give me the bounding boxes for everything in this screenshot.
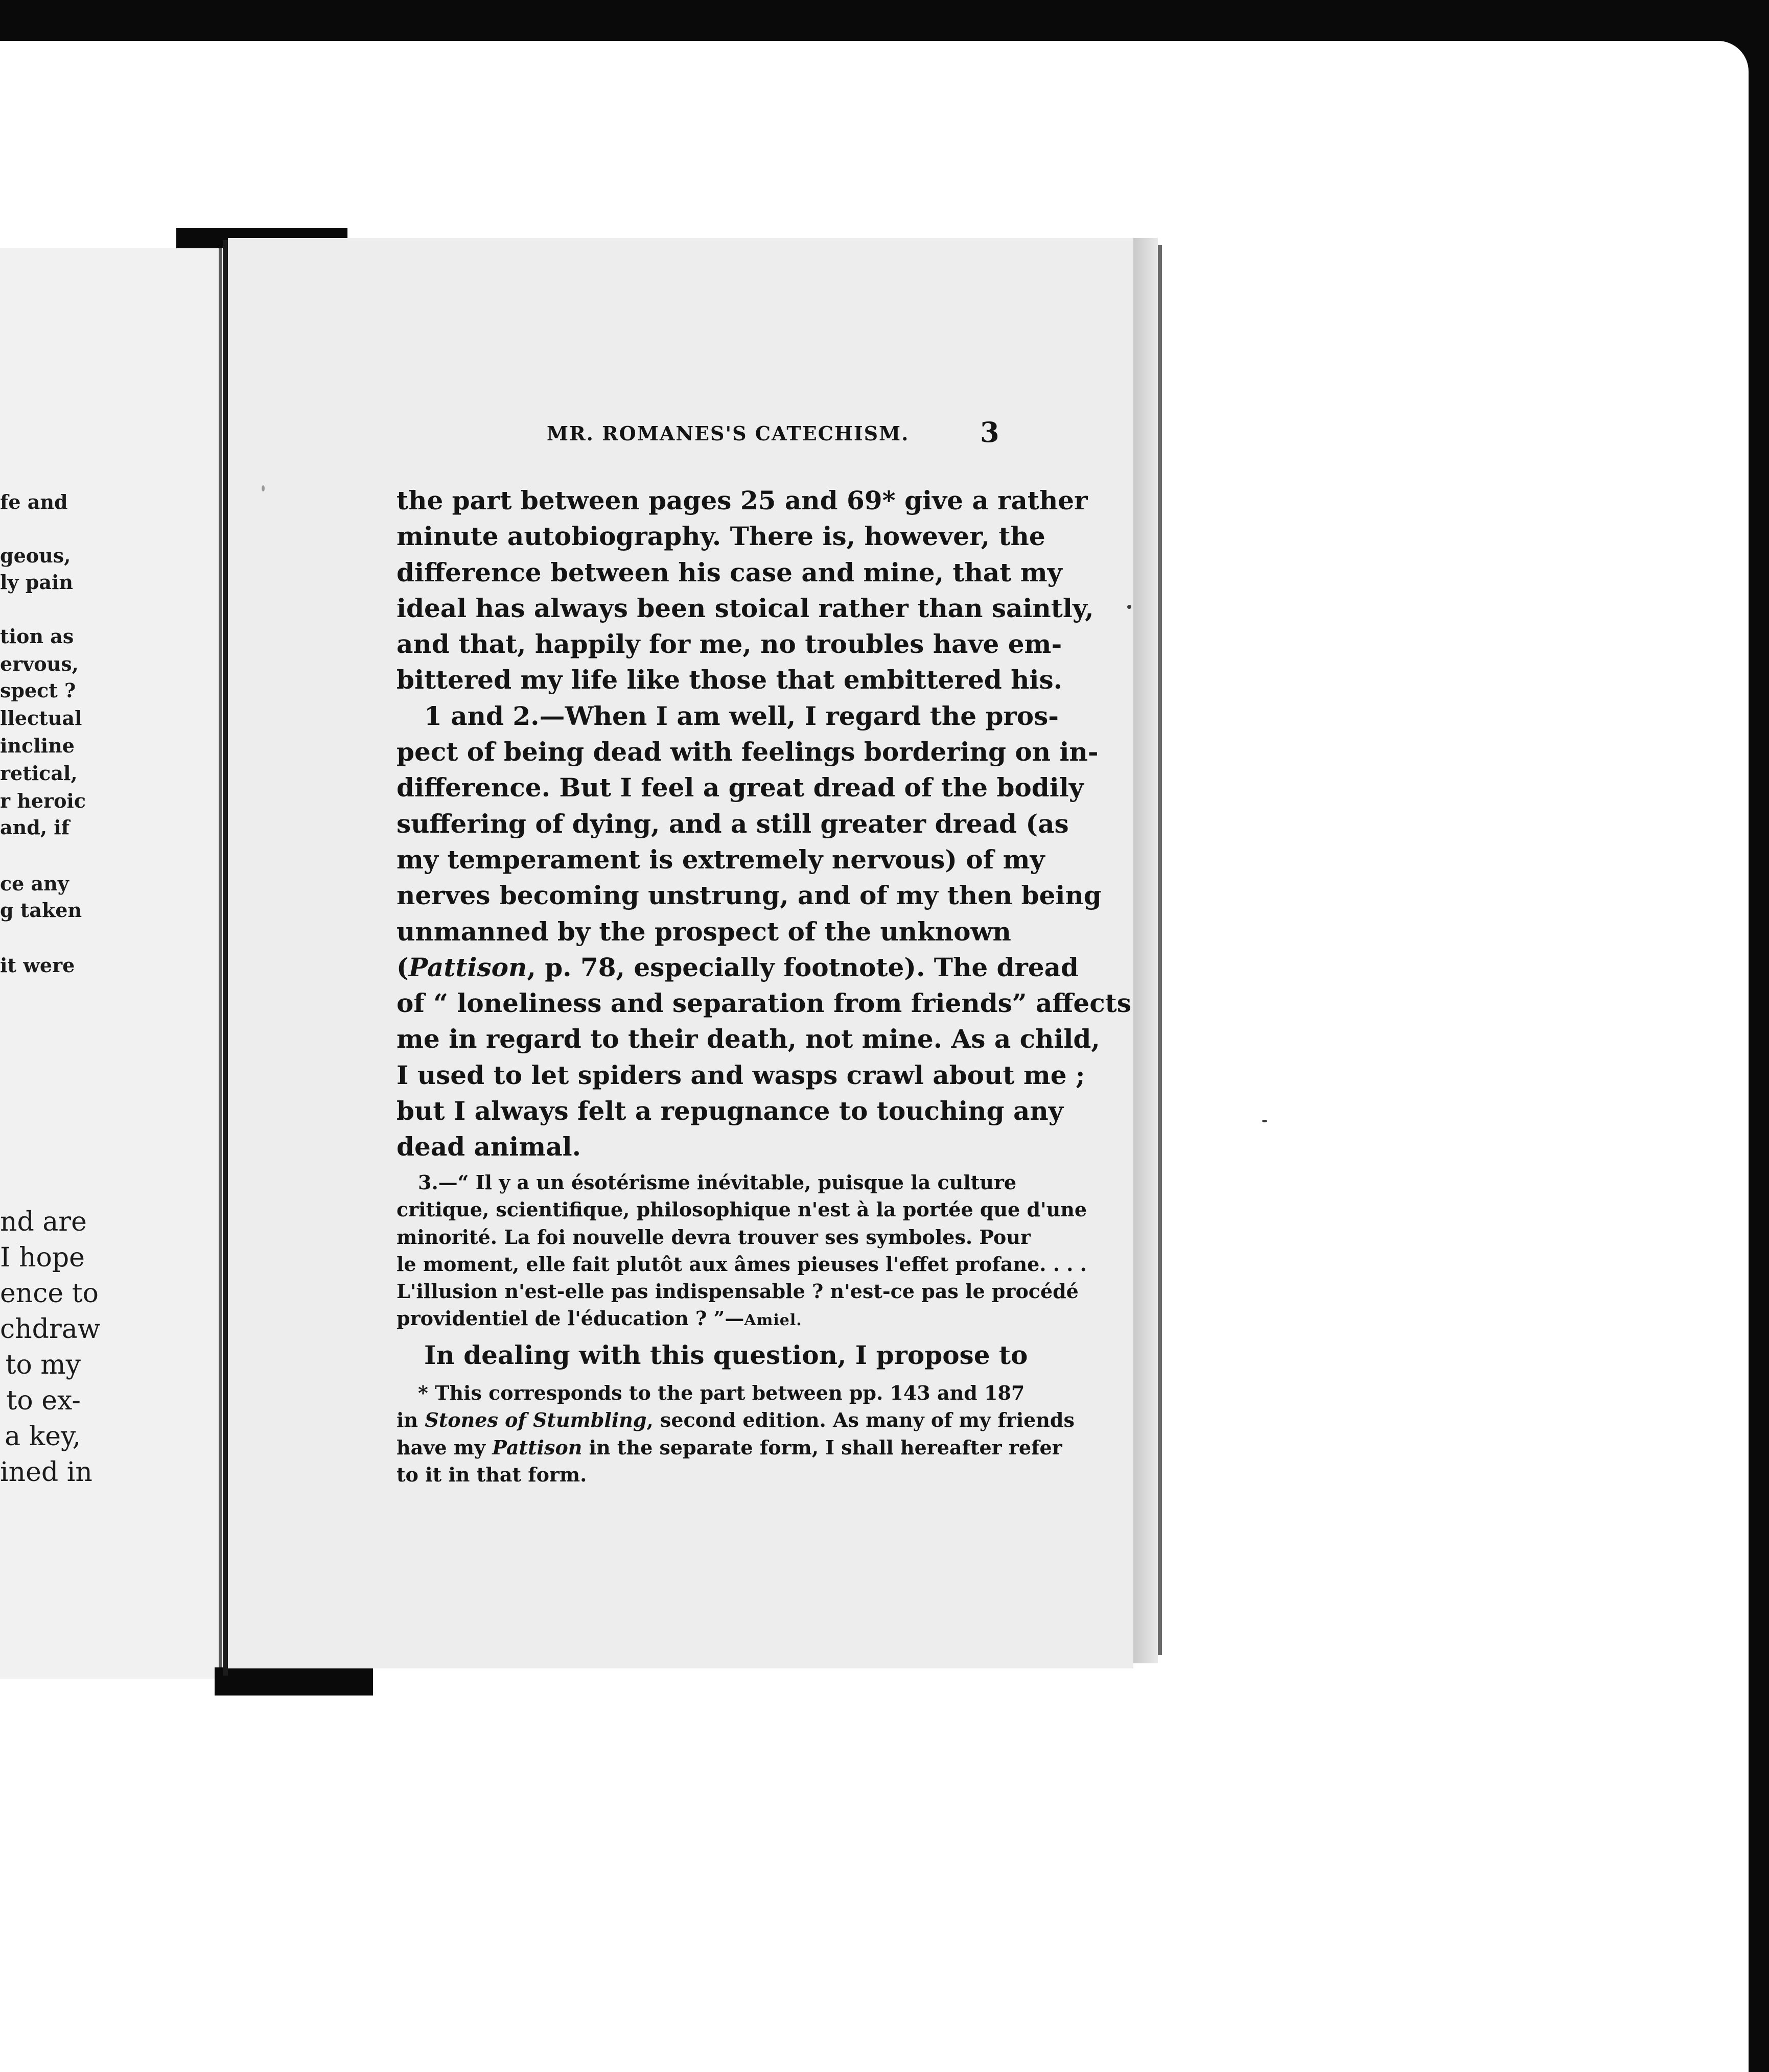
footnote-text: in <box>397 1408 425 1432</box>
left-page-line: it were <box>0 954 75 977</box>
left-page-line: chdraw <box>0 1314 101 1345</box>
quote-line: critique, scientifique, philosophique n'est à la portée que d'une <box>397 1198 1087 1221</box>
footnote-line: to it in that form. <box>397 1463 587 1486</box>
left-page-line: g taken <box>0 899 82 922</box>
footnote <box>397 1379 1075 1488</box>
body-line: of “ loneliness and separation from friends” affects <box>397 988 1131 1019</box>
footnote-text: have my <box>397 1435 493 1459</box>
page-edge-line <box>1158 245 1162 1655</box>
left-page-line: ly pain <box>0 571 74 594</box>
paper-speck <box>262 485 265 491</box>
body-line: minute autobiography. There is, however, the <box>397 521 1045 552</box>
body-line: I used to let spiders and wasps crawl about me ; <box>397 1059 1085 1090</box>
body-text-italic: Pattison <box>408 952 527 982</box>
left-page-line: nd are <box>0 1207 87 1237</box>
quote-line-text: providentiel de l'éducation ? ”— <box>397 1307 744 1330</box>
left-page-line: spect ? <box>0 679 76 702</box>
scan-border-top <box>0 0 1769 41</box>
body-line: but I always felt a repugnance to touching any <box>397 1096 1063 1126</box>
body-line: and that, happily for me, no troubles have em- <box>397 629 1062 660</box>
left-page-line: fe and <box>0 490 68 513</box>
left-page-line: geous, <box>0 544 71 567</box>
body-line: difference. But I feel a great dread of the bodily <box>397 772 1084 803</box>
body-text-segment: , p. 78, especially footnote). The dread <box>527 952 1079 982</box>
body-line: pect of being dead with feelings bordering on in- <box>397 737 1099 767</box>
left-page-line: r heroic <box>0 789 86 812</box>
left-page-line: tion as <box>0 625 74 648</box>
left-page-line: I hope <box>0 1242 85 1273</box>
body-line-pattison <box>397 950 1079 985</box>
body-line: me in regard to their death, not mine. As a child, <box>397 1024 1100 1054</box>
body-line: bittered my life like those that embittered his. <box>397 665 1063 695</box>
body-line: 1 and 2.—When I am well, I regard the pros- <box>424 700 1059 731</box>
left-page-line: llectual <box>0 707 82 729</box>
body-line: nerves becoming unstrung, and of my then being <box>397 880 1102 911</box>
left-page-line: to my <box>5 1350 81 1380</box>
left-page-line: ined in <box>0 1457 92 1488</box>
left-page-line: incline <box>0 734 75 757</box>
scan-border-right <box>1749 41 1769 2072</box>
body-line: difference between his case and mine, that my <box>397 557 1062 587</box>
footnote-text: , second edition. As many of my friends <box>646 1408 1075 1432</box>
page-edge-shadow <box>1133 238 1158 1663</box>
footnote-line <box>397 1434 1062 1461</box>
quote-line: 3.—“ Il y a un ésotérisme inévitable, puisque la culture <box>418 1171 1017 1194</box>
body-line: In dealing with this question, I propose to <box>424 1340 1028 1370</box>
body-line: ideal has always been stoical rather than saintly, <box>397 593 1094 623</box>
footnote-line <box>397 1406 1075 1433</box>
continuation-text <box>397 1337 1028 1373</box>
footnote-line: * This corresponds to the part between pp. 143 and 187 <box>418 1381 1025 1404</box>
left-page-line: and, if <box>0 816 70 839</box>
quote-line-last <box>397 1305 1003 1334</box>
paper-speck <box>1262 1120 1267 1122</box>
body-line: my temperament is extremely nervous) of my <box>397 844 1045 875</box>
left-page-line: to ex- <box>6 1385 81 1416</box>
body-line: the part between pages 25 and 69* give a rather <box>397 485 1088 515</box>
binding-strip-bottom <box>215 1667 373 1696</box>
quote-line: le moment, elle fait plutôt aux âmes pieuses l'effet profane. . . . <box>397 1252 1087 1276</box>
footnote-text: in the separate form, I shall hereafter refer <box>582 1435 1062 1459</box>
left-page-line: ce any <box>0 872 69 895</box>
body-text <box>397 483 1131 1165</box>
body-line: suffering of dying, and a still greater dread (as <box>397 808 1069 839</box>
left-page-line: retical, <box>0 762 78 785</box>
left-page-line: ence to <box>0 1278 99 1309</box>
quote-line: L'illusion n'est-elle pas indispensable ? n'est-ce pas le procédé <box>397 1280 1079 1303</box>
amiel-quote <box>397 1169 1087 1334</box>
footnote-title-italic: Stones of Stumbling <box>425 1408 647 1432</box>
page-number: 3 <box>980 416 999 449</box>
footnote-title-italic: Pattison <box>492 1435 583 1459</box>
quote-attribution: Amiel. <box>744 1311 802 1330</box>
left-page-line: a key, <box>5 1421 81 1452</box>
paper-speck <box>1127 605 1131 609</box>
body-text-segment: ( <box>397 952 409 982</box>
body-line: unmanned by the prospect of the unknown <box>397 916 1011 947</box>
quote-line: minorité. La foi nouvelle devra trouver ses symboles. Pour <box>397 1225 1031 1249</box>
body-line: dead animal. <box>397 1132 581 1162</box>
spine-line <box>223 240 228 1676</box>
running-head: MR. ROMANES'S CATECHISM. <box>547 422 910 445</box>
left-page-line: ervous, <box>0 652 79 675</box>
